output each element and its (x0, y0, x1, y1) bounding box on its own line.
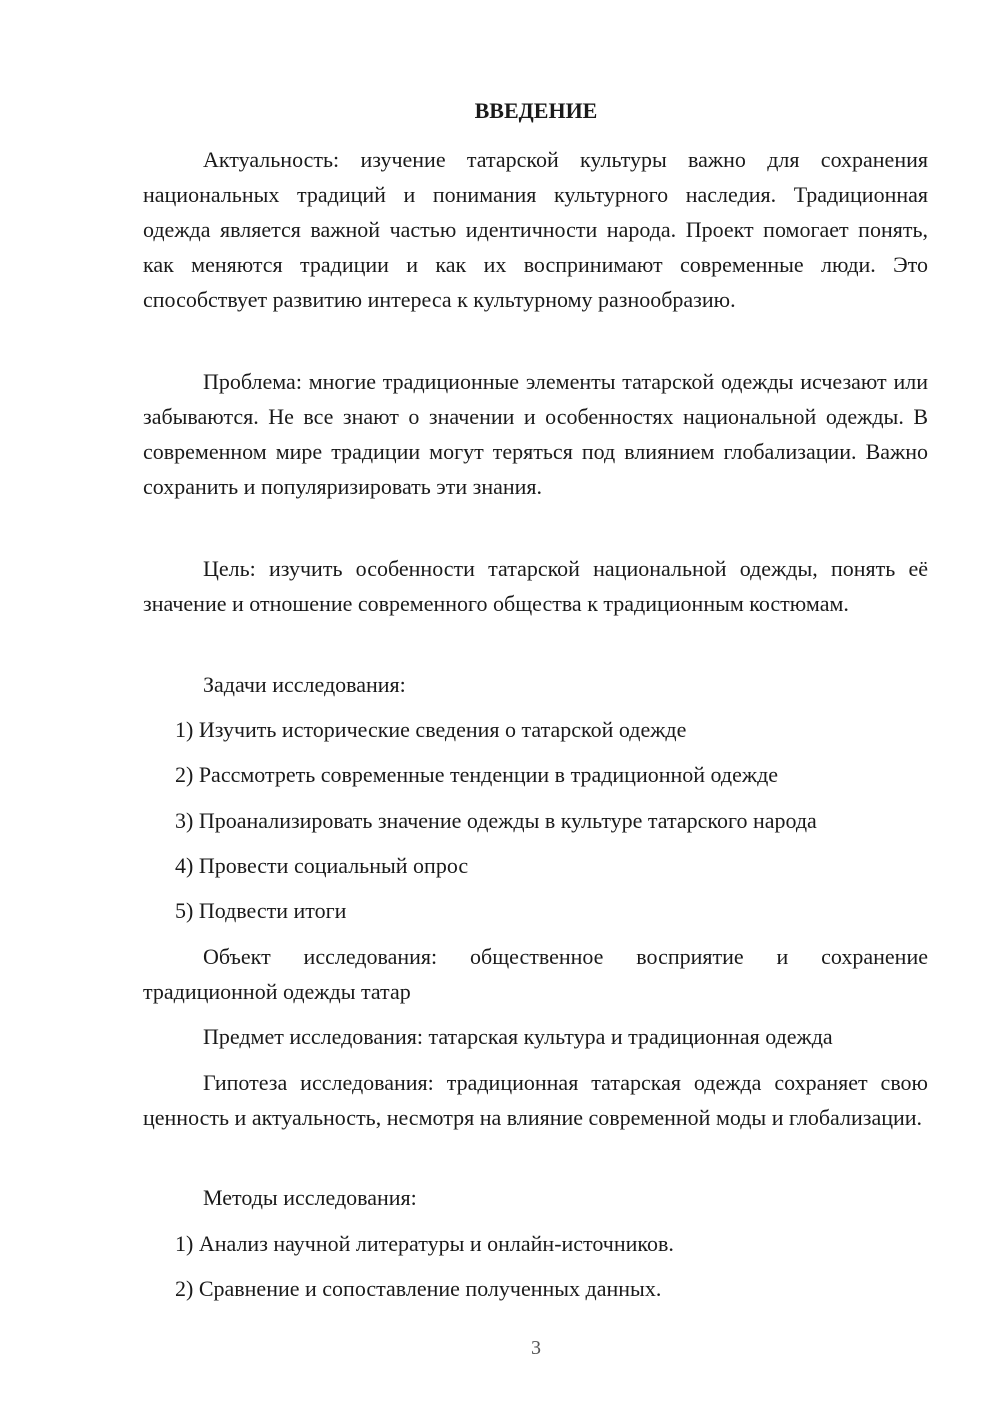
task-item: 4) Провести социальный опрос (175, 853, 469, 878)
relevance-paragraph: Актуальность: изучение татарской культуры важно для сохранения национальных традиций и понимания культурного наследия. Традиционная одежда является важной частью идентичности народа. Проект помогает понять, как меняются традиции и как их воспринимают современные люди. Это способствует развитию интереса к культурному разнообразию. (143, 147, 928, 312)
page-title: ВВЕДЕНИЕ (474, 98, 598, 123)
method-item: 1) Анализ научной литературы и онлайн-источников. (175, 1231, 674, 1256)
page-number: 3 (531, 1337, 541, 1359)
hypothesis-paragraph: Гипотеза исследования: традиционная татарская одежда сохраняет свою ценность и актуальность, несмотря на влияние современной моды и глобализации. (143, 1070, 928, 1130)
task-item: 5) Подвести итоги (175, 898, 347, 923)
task-item: 2) Рассмотреть современные тенденции в традиционной одежде (175, 762, 779, 787)
subject-paragraph: Предмет исследования: татарская культура и традиционная одежда (203, 1024, 833, 1049)
object-paragraph: Объект исследования: общественное восприятие и сохранение традиционной одежды татар (143, 944, 928, 1004)
task-item: 3) Проанализировать значение одежды в культуре татарского народа (175, 808, 817, 833)
task-item: 1) Изучить исторические сведения о татарской одежде (175, 717, 687, 742)
methods-heading: Методы исследования: (203, 1185, 417, 1210)
method-item: 2) Сравнение и сопоставление полученных данных. (175, 1276, 662, 1301)
goal-paragraph: Цель: изучить особенности татарской национальной одежды, понять её значение и отношение современного общества к традиционным костюмам. (143, 556, 928, 616)
tasks-heading: Задачи исследования: (203, 672, 406, 697)
problem-paragraph: Проблема: многие традиционные элементы татарской одежды исчезают или забываются. Не все знают о значении и особенностях национальной одежды. В современном мире традиции могут теряться под влиянием глобализации. Важно сохранить и популяризировать эти знания. (143, 369, 928, 499)
